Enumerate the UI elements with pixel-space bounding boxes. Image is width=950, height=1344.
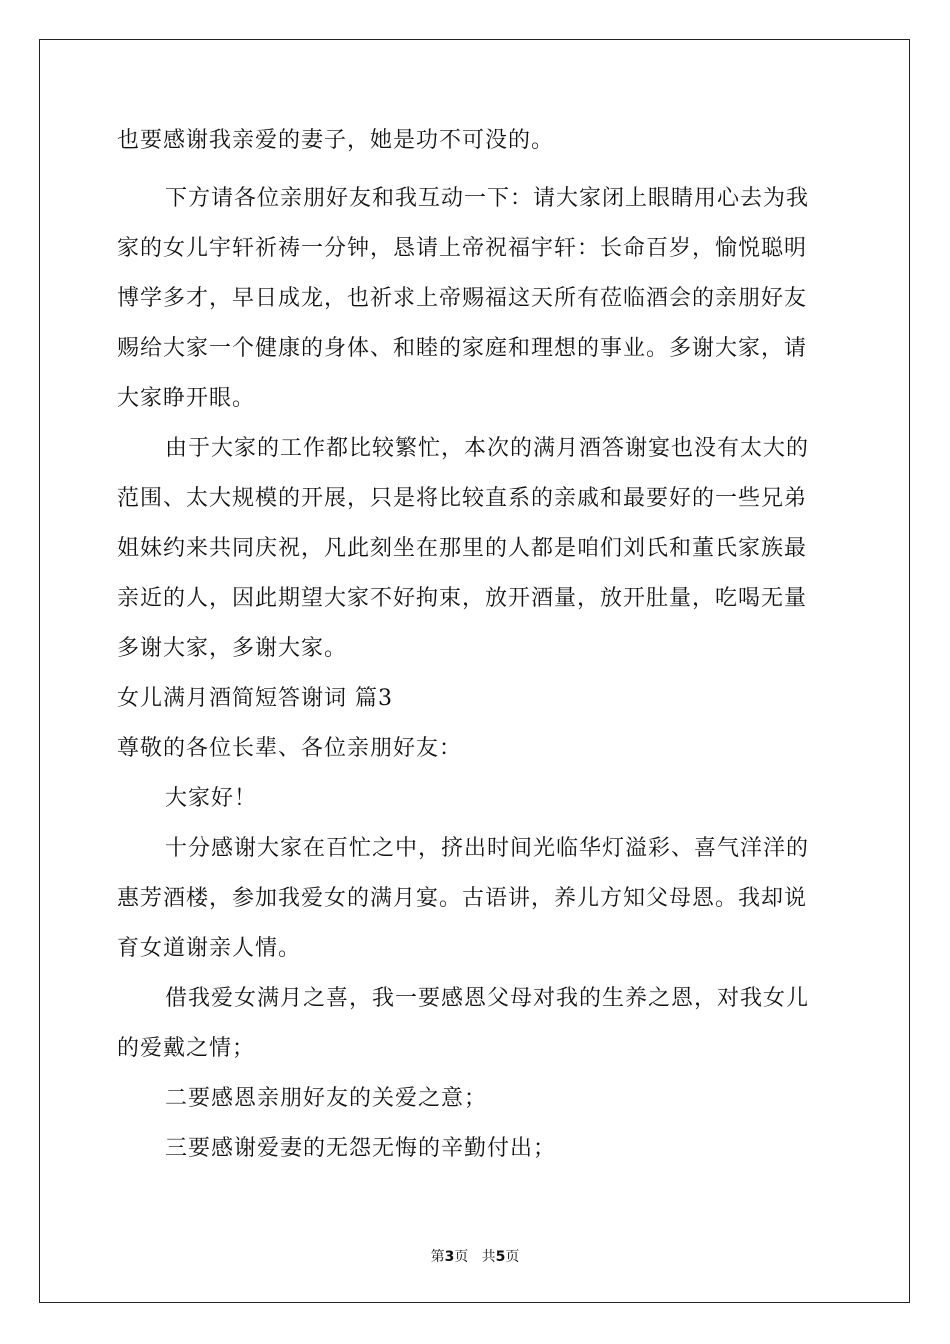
text-line: 姐妹约来共同庆祝，凡此刻坐在那里的人都是咱们刘氏和董氏家族最	[117, 536, 808, 561]
text-line: 由于大家的工作都比较繁忙，本次的满月酒答谢宴也没有太大的	[165, 436, 810, 461]
footer-prefix: 第	[430, 1249, 445, 1265]
footer-page-suffix: 页	[454, 1249, 469, 1265]
footer-total-prefix: 共	[481, 1249, 496, 1265]
footer-total-suffix: 页	[505, 1249, 520, 1265]
greeting: 大家好！	[165, 786, 258, 811]
text-line: 家的女儿宇轩祈祷一分钟，恳请上帝祝福宇轩：长命百岁，愉悦聪明	[117, 236, 808, 261]
text-line: 下方请各位亲朋好友和我互动一下：请大家闭上眼睛用心去为我	[165, 186, 810, 211]
text-line: 的爱戴之情；	[117, 1036, 256, 1061]
text-line: 三要感谢爱妻的无怨无悔的辛勤付出；	[165, 1136, 557, 1161]
text-line: 亲近的人，因此期望大家不好拘束，放开酒量，放开肚量，吃喝无量	[117, 586, 808, 611]
salutation: 尊敬的各位长辈、各位亲朋好友：	[117, 736, 463, 761]
text-line: 博学多才，早日成龙，也祈求上帝赐福这天所有莅临酒会的亲朋好友	[117, 286, 808, 311]
footer-page-number: 3	[444, 1249, 455, 1265]
text-line: 赐给大家一个健康的身体、和睦的家庭和理想的事业。多谢大家，请	[117, 336, 808, 361]
text-line: 大家睁开眼。	[117, 386, 256, 411]
footer-total-pages: 5	[495, 1249, 506, 1265]
text-line: 也要感谢我亲爱的妻子，她是功不可没的。	[117, 128, 555, 153]
text-line: 多谢大家，多谢大家。	[117, 636, 348, 661]
section-heading: 女儿满月酒简短答谢词 篇3	[117, 686, 393, 711]
text-line: 二要感恩亲朋好友的关爱之意；	[165, 1086, 488, 1111]
text-line: 惠芳酒楼，参加我爱女的满月宴。古语讲，养儿方知父母恩。我却说	[117, 886, 808, 911]
page-footer	[0, 1248, 950, 1266]
text-line: 十分感谢大家在百忙之中，挤出时间光临华灯溢彩、喜气洋洋的	[165, 836, 810, 861]
text-line: 借我爱女满月之喜，我一要感恩父母对我的生养之恩，对我女儿	[165, 986, 810, 1011]
text-line: 育女道谢亲人情。	[117, 936, 302, 961]
text-line: 范围、太大规模的开展，只是将比较直系的亲戚和最要好的一些兄弟	[117, 486, 808, 511]
